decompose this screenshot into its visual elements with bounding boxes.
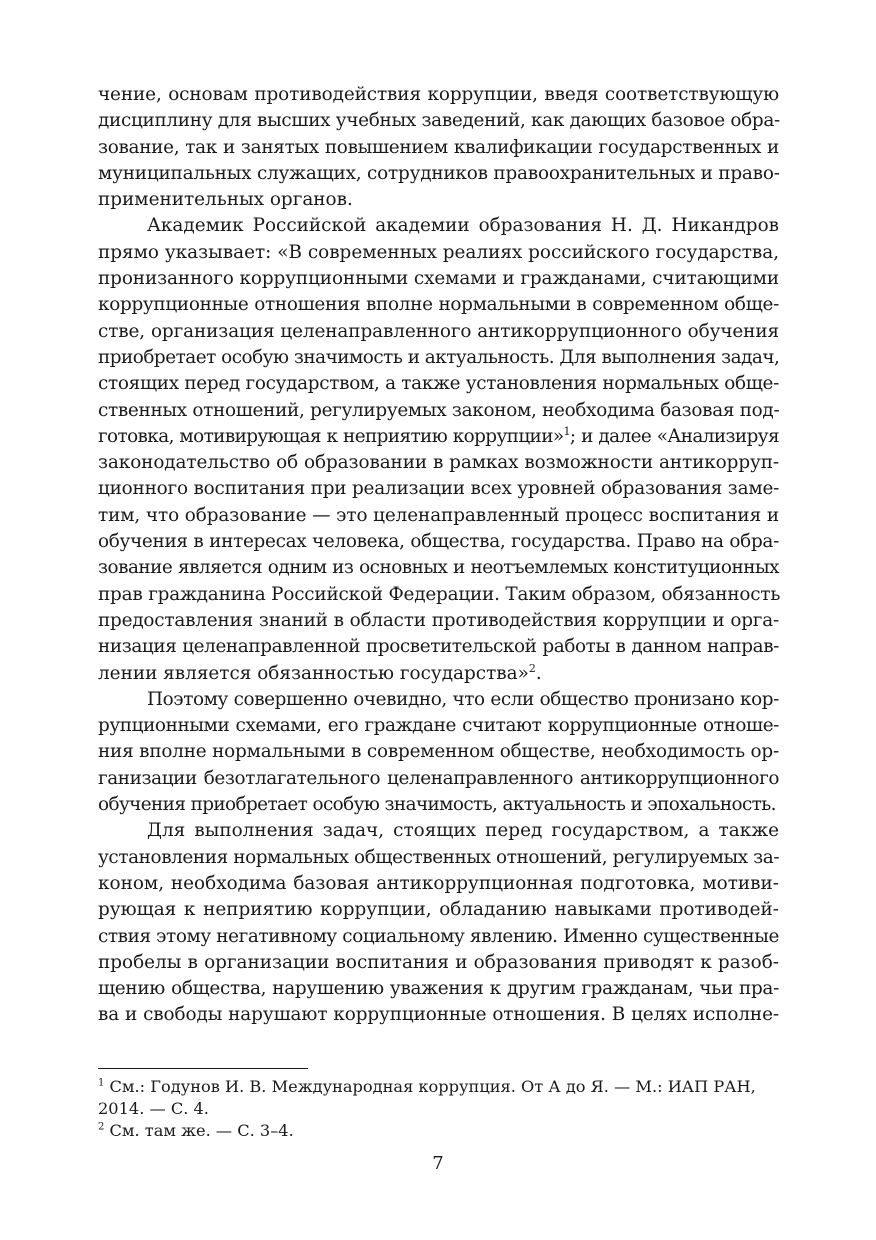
text-line: зование, так и занятых повышением квалификации государственных и [98, 136, 779, 158]
text-line: пробелы в организации воспитания и образования приводят к разоб- [98, 951, 779, 973]
paragraph-3 [98, 687, 779, 818]
text-line: низация целенаправленной просветительской работы в данном направ- [98, 636, 779, 658]
text-line: обучения в интересах человека, общества, государства. Право на обра- [98, 531, 779, 553]
footnotes [98, 1076, 779, 1142]
text-line: коррупционные отношения вполне нормальными в современном обще- [98, 294, 779, 316]
text-line: установления нормальных общественных отношений, регулируемых за- [98, 846, 780, 868]
footnote-text: См. там же. — С. 3–4. [104, 1121, 294, 1140]
text-line: ния вполне нормальными в современном обществе, необходимость ор- [98, 741, 779, 763]
text-line: прав гражданина Российской Федерации. Таким образом, обязанность [98, 583, 781, 605]
paragraph-4 [98, 818, 779, 1028]
text-line: зование является одним из основных и неотъемлемых конституционных [98, 557, 779, 579]
footnote-marker: 1 [98, 1077, 105, 1089]
text-line: ствия этому негативному социальному явлению. Именно существенные [98, 925, 779, 947]
text-line: обучения приобретает особую значимость, актуальность и эпохальность. [98, 794, 776, 816]
page-number: 7 [432, 1153, 444, 1174]
text-line: стве, организация целенаправленного антикоррупционного обучения [98, 320, 779, 342]
footnote-line [98, 1076, 779, 1098]
text-line: пронизанного коррупционными схемами и гражданами, считающими [98, 268, 779, 290]
text-line: законодательство об образовании в рамках возможности антикорруп- [98, 452, 779, 474]
text-line: дисциплину для высших учебных заведений, как дающих базовое обра- [98, 110, 780, 132]
paragraph-2 [98, 213, 779, 686]
text-line: муниципальных служащих, сотрудников правоохранительных и право- [98, 162, 780, 184]
text-line: прямо указывает: «В современных реалиях российского государства, [98, 241, 780, 263]
footnote-ref-1[interactable]: 1 [563, 424, 570, 438]
text-line: приобретает особую значимость и актуальность. Для выполнения задач, [98, 346, 780, 368]
text-line: ганизации безотлагательного целенаправленного антикоррупционного [98, 767, 779, 789]
footnote-2 [98, 1120, 779, 1142]
text-line: ственных отношений, регулируемых законом, необходима базовая под- [98, 399, 780, 421]
footnote-ref-2[interactable]: 2 [528, 661, 536, 675]
text-line: предоставления знаний в области противодействия коррупции и орга- [98, 609, 779, 631]
text-fragment: готовка, мотивирующая к неприятию коррупции» [98, 425, 564, 447]
text-line: Поэтому совершенно очевидно, что если общество пронизано кор- [147, 688, 779, 710]
text-line: чение, основам противодействия коррупции, введя соответствующую [98, 84, 779, 105]
footnote-marker: 2 [98, 1121, 105, 1133]
text-line: Академик Российской академии образования Н. Д. Никандров [147, 215, 779, 237]
text-fragment: лении является обязанностью государства» [98, 662, 529, 684]
text-line: ционного воспитания при реализации всех уровней образования заме- [98, 478, 780, 500]
text-line: ва и свободы нарушают коррупционные отношения. В целях исполне- [98, 1004, 779, 1026]
text-fragment: ; и далее «Анализируя [569, 425, 779, 447]
text-line: рупционными схемами, его граждане считают коррупционные отноше- [98, 715, 779, 737]
document-body [98, 82, 779, 1029]
paragraph-1 [98, 82, 779, 213]
footnote-divider [98, 1068, 308, 1069]
footnote-1 [98, 1076, 779, 1120]
text-line: коном, необходима базовая антикоррупционная подготовка, мотиви- [98, 872, 779, 894]
text-line: применительных органов. [98, 189, 353, 211]
text-line: рующая к неприятию коррупции, обладанию навыками противодей- [98, 899, 779, 921]
text-line [98, 424, 779, 450]
text-line: щению общества, нарушению уважения к другим гражданам, чьи пра- [98, 978, 779, 1000]
text-fragment: . [535, 662, 542, 684]
footnote-text: См.: Годунов И. В. Международная коррупция. От А до Я. — М.: ИАП РАН, [104, 1077, 756, 1096]
text-line: Для выполнения задач, стоящих перед государством, а также [147, 820, 779, 842]
footnote-line: 2014. — С. 4. [98, 1099, 209, 1118]
text-line: тим, что образование — это целенаправленный процесс воспитания и [98, 504, 779, 526]
footnote-line [98, 1120, 779, 1142]
text-line: стоящих перед государством, а также установления нормальных обще- [98, 373, 780, 395]
text-line [98, 661, 779, 687]
